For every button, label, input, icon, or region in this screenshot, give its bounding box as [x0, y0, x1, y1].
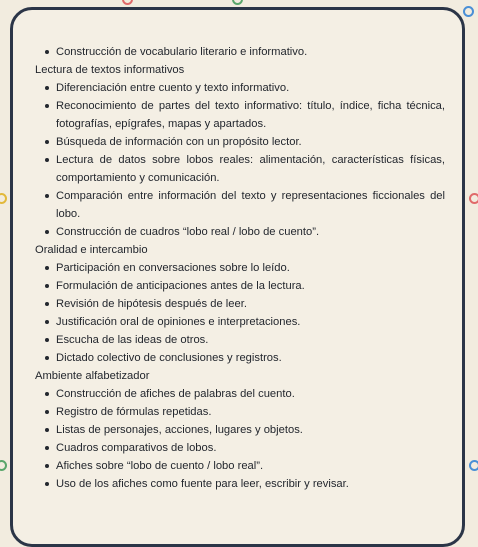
- list-item: Construcción de afiches de palabras del cuento.: [35, 385, 445, 403]
- list-item: Justificación oral de opiniones e interpretaciones.: [35, 313, 445, 331]
- list-item: Escucha de las ideas de otros.: [35, 331, 445, 349]
- section-list-lectura: [35, 79, 445, 241]
- content-list: [35, 43, 445, 493]
- list-item: Formulación de anticipaciones antes de la lectura.: [35, 277, 445, 295]
- section-heading-lectura: Lectura de textos informativos: [35, 64, 185, 76]
- list-item: Registro de fórmulas repetidas.: [35, 403, 445, 421]
- list-item: Reconocimiento de partes del texto informativo: título, índice, ficha técnica, fotografías, epígrafes, mapas y apartados.: [35, 97, 445, 133]
- list-item: Revisión de hipótesis después de leer.: [35, 295, 445, 313]
- list-item: Búsqueda de información con un propósito lector.: [35, 133, 445, 151]
- section-list-oralidad: [35, 259, 445, 367]
- section-list-ambiente: [35, 385, 445, 493]
- list-item: Cuadros comparativos de lobos.: [35, 439, 445, 457]
- binder-ring-top-right: [232, 0, 243, 5]
- binder-ring-right-middle: [469, 193, 478, 204]
- intro-list: [35, 43, 445, 61]
- list-item: Lectura de datos sobre lobos reales: alimentación, características físicas, comportamiento y comunicación.: [35, 151, 445, 187]
- list-item: Dictado colectivo de conclusiones y registros.: [35, 349, 445, 367]
- list-item: Construcción de cuadros “lobo real / lobo de cuento”.: [35, 223, 445, 241]
- list-item: Uso de los afiches como fuente para leer, escribir y revisar.: [35, 475, 445, 493]
- binder-ring-left-bottom: [0, 460, 7, 471]
- section-heading-ambiente: Ambiente alfabetizador: [35, 370, 150, 382]
- binder-ring-top-left: [122, 0, 133, 5]
- binder-ring-left-middle: [0, 193, 7, 204]
- binder-ring-corner-right: [463, 6, 474, 17]
- list-item: Diferenciación entre cuento y texto informativo.: [35, 79, 445, 97]
- list-item: Listas de personajes, acciones, lugares y objetos.: [35, 421, 445, 439]
- list-item: Participación en conversaciones sobre lo leído.: [35, 259, 445, 277]
- section-heading-oralidad: Oralidad e intercambio: [35, 244, 148, 256]
- list-item: Comparación entre información del texto y representaciones ficcionales del lobo.: [35, 187, 445, 223]
- list-item: Construcción de vocabulario literario e informativo.: [35, 43, 445, 61]
- binder-ring-right-bottom: [469, 460, 478, 471]
- list-item: Afiches sobre “lobo de cuento / lobo real”.: [35, 457, 445, 475]
